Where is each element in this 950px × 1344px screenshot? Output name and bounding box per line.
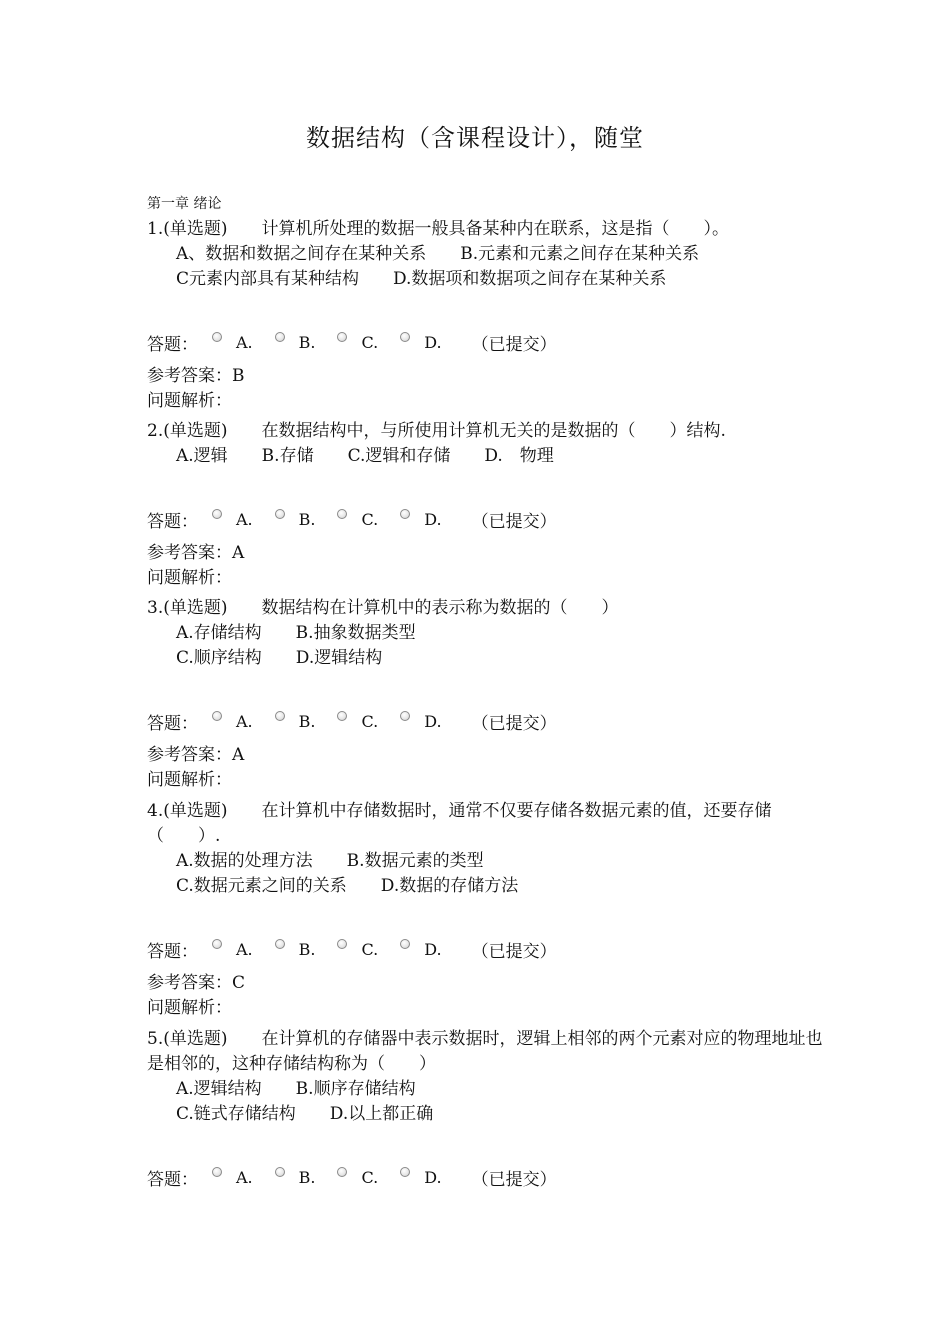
answer-label: 答题： [147, 1169, 198, 1190]
radio-c-icon[interactable] [337, 711, 347, 721]
choice-label-d: D. [424, 332, 442, 352]
question-options: C.顺序结构 D.逻辑结构 [176, 648, 383, 668]
radio-a-icon[interactable] [212, 1167, 222, 1177]
question-block [147, 217, 827, 414]
radio-a-icon[interactable] [212, 939, 222, 949]
answer-label: 答题： [147, 511, 198, 532]
radio-c-icon[interactable] [337, 509, 347, 519]
question-options: C.数据元素之间的关系 D.数据的存储方法 [176, 876, 519, 896]
reference-answer [147, 971, 827, 1021]
choice-label-b: B. [298, 939, 316, 959]
radio-a-icon[interactable] [212, 332, 222, 342]
chapter-heading: 第一章 绪论 [147, 196, 222, 212]
choice-label-d: D. [424, 939, 442, 959]
answer-row [147, 505, 827, 533]
choice-label-d: D. [424, 1167, 442, 1187]
choice-label-b: B. [298, 711, 316, 731]
reference-answer [147, 743, 827, 793]
question-stem: 5.(单选题) 在计算机的存储器中表示数据时，逻辑上相邻的两个元素对应的物理地址也是相邻的，这种存储结构称为（ ） [147, 1029, 823, 1074]
choice-label-b: B. [298, 1167, 316, 1187]
radio-d-icon[interactable] [400, 711, 410, 721]
radio-a-icon[interactable] [212, 509, 222, 519]
radio-a-icon[interactable] [212, 711, 222, 721]
question-options: A.逻辑结构 B.顺序存储结构 [176, 1079, 416, 1099]
radio-c-icon[interactable] [337, 1167, 347, 1177]
question-options: A.数据的处理方法 B.数据元素的类型 [176, 851, 484, 871]
submitted-status: （已提交） [471, 511, 557, 532]
question-stem: 4.(单选题) 在计算机中存储数据时，通常不仅要存储各数据元素的值，还要存储（ ）. [147, 801, 772, 846]
answer-row [147, 935, 827, 963]
question-options: C元素内部具有某种结构 D.数据项和数据项之间存在某种关系 [176, 269, 667, 289]
choice-label-a: A. [236, 939, 253, 959]
choice-label-d: D. [424, 509, 442, 529]
reference-answer [147, 541, 827, 591]
reference-answer-text: 参考答案：C [147, 973, 246, 993]
radio-c-icon[interactable] [337, 939, 347, 949]
submitted-status: （已提交） [471, 713, 557, 734]
choice-label-a: A. [236, 1167, 253, 1187]
choice-label-d: D. [424, 711, 442, 731]
reference-answer-text: 参考答案：A [147, 745, 245, 765]
radio-b-icon[interactable] [275, 939, 285, 949]
choice-label-b: B. [298, 509, 316, 529]
analysis-label: 问题解析： [147, 998, 232, 1018]
answer-label: 答题： [147, 334, 198, 355]
choice-label-a: A. [236, 711, 253, 731]
answer-row [147, 707, 827, 735]
question-stem: 1.(单选题) 计算机所处理的数据一般具备某种内在联系，这是指（ ）。 [147, 219, 729, 239]
choice-label-c: C. [361, 509, 379, 529]
question-block [147, 799, 827, 1021]
document-title: 数据结构（含课程设计），随堂 [306, 124, 644, 152]
question-block [147, 1027, 827, 1191]
choice-label-c: C. [361, 939, 379, 959]
choice-label-a: A. [236, 509, 253, 529]
choice-label-c: C. [361, 711, 379, 731]
answer-row [147, 1163, 827, 1191]
reference-answer [147, 364, 827, 414]
reference-answer-text: 参考答案：B [147, 366, 245, 386]
answer-label: 答题： [147, 713, 198, 734]
question-block [147, 596, 827, 793]
choice-label-a: A. [236, 332, 253, 352]
radio-d-icon[interactable] [400, 509, 410, 519]
choice-label-c: C. [361, 332, 379, 352]
radio-b-icon[interactable] [275, 332, 285, 342]
radio-c-icon[interactable] [337, 332, 347, 342]
answer-row [147, 328, 827, 356]
analysis-label: 问题解析： [147, 391, 232, 411]
question-stem: 3.(单选题) 数据结构在计算机中的表示称为数据的（ ） [147, 598, 619, 618]
analysis-label: 问题解析： [147, 568, 232, 588]
analysis-label: 问题解析： [147, 770, 232, 790]
question-block [147, 419, 827, 591]
radio-b-icon[interactable] [275, 509, 285, 519]
radio-d-icon[interactable] [400, 1167, 410, 1177]
question-options: A.存储结构 B.抽象数据类型 [176, 623, 416, 643]
reference-answer-text: 参考答案：A [147, 543, 245, 563]
answer-label: 答题： [147, 941, 198, 962]
radio-b-icon[interactable] [275, 711, 285, 721]
submitted-status: （已提交） [471, 334, 557, 355]
submitted-status: （已提交） [471, 941, 557, 962]
radio-d-icon[interactable] [400, 939, 410, 949]
radio-d-icon[interactable] [400, 332, 410, 342]
submitted-status: （已提交） [471, 1169, 557, 1190]
question-stem: 2.(单选题) 在数据结构中，与所使用计算机无关的是数据的（ ）结构. [147, 421, 726, 441]
radio-b-icon[interactable] [275, 1167, 285, 1177]
choice-label-c: C. [361, 1167, 379, 1187]
question-options: C.链式存储结构 D.以上都正确 [176, 1104, 434, 1124]
question-options: A、数据和数据之间存在某种关系 B.元素和元素之间存在某种关系 [176, 244, 700, 264]
choice-label-b: B. [298, 332, 316, 352]
question-options: A.逻辑 B.存储 C.逻辑和存储 D. 物理 [176, 446, 554, 466]
